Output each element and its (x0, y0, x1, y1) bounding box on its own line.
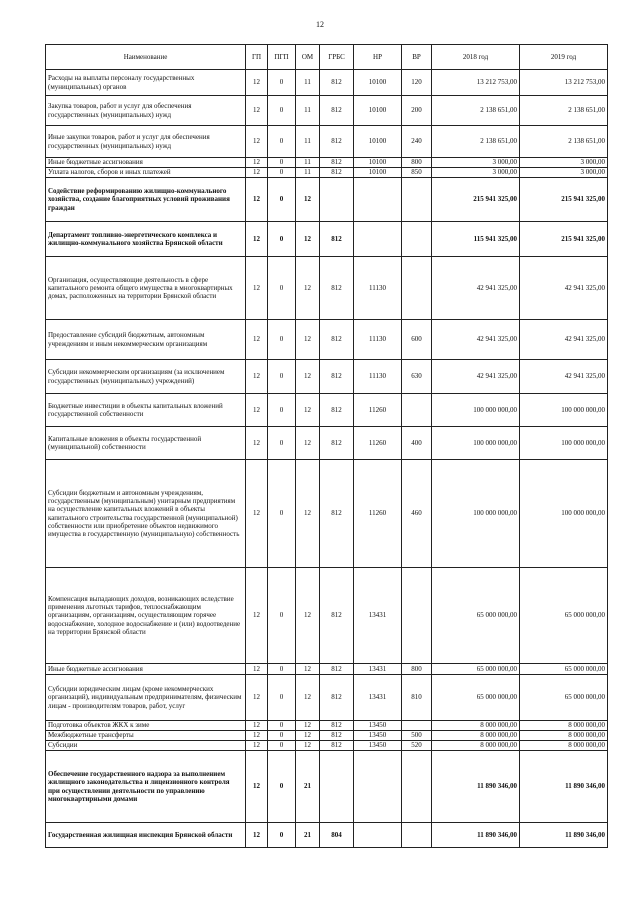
cell-name: Компенсация выпадающих доходов, возникающих вследствие применения льготных тарифов, теплоснабжающим организациям, организациям, осуществляющим горячее водоснабжение, холодное водоснабжение и (или) водоотведение на территории Брянской области (46, 568, 246, 664)
cell-name: Бюджетные инвестиции в объекты капитальных вложений государственной собственности (46, 394, 246, 427)
cell-gp: 12 (246, 257, 268, 320)
cell-np: 10100 (354, 96, 402, 126)
cell-vr: 200 (402, 96, 432, 126)
cell-name: Закупка товаров, работ и услуг для обеспечения государственных (муниципальных) нужд (46, 96, 246, 126)
cell-vr: 120 (402, 70, 432, 96)
table-row (46, 96, 608, 126)
table-row (46, 721, 608, 731)
cell-gp: 12 (246, 360, 268, 394)
cell-grbs: 812 (320, 460, 354, 568)
cell-2019: 65 000 000,00 (520, 675, 608, 721)
cell-name: Содействие реформированию жилищно-коммунального хозяйства, создание благоприятных условий проживания граждан (46, 178, 246, 222)
cell-vr: 800 (402, 664, 432, 675)
table-row (46, 394, 608, 427)
cell-np: 13450 (354, 721, 402, 731)
cell-np: 11130 (354, 320, 402, 360)
cell-np (354, 823, 402, 848)
cell-np (354, 222, 402, 257)
cell-vr: 800 (402, 158, 432, 168)
cell-np: 10100 (354, 126, 402, 158)
table-row (46, 751, 608, 823)
table-row (46, 460, 608, 568)
cell-name: Государственная жилищная инспекция Брянской области (46, 823, 246, 848)
cell-om: 12 (296, 222, 320, 257)
cell-2018: 11 890 346,00 (432, 823, 520, 848)
cell-gp: 12 (246, 126, 268, 158)
cell-2018: 215 941 325,00 (432, 178, 520, 222)
cell-gp: 12 (246, 664, 268, 675)
header-vr: ВР (402, 45, 432, 70)
cell-grbs: 812 (320, 360, 354, 394)
table-row (46, 731, 608, 741)
cell-vr: 630 (402, 360, 432, 394)
cell-2019: 215 941 325,00 (520, 222, 608, 257)
cell-pgp: 0 (268, 394, 296, 427)
cell-2019: 8 000 000,00 (520, 721, 608, 731)
cell-om: 11 (296, 126, 320, 158)
cell-gp: 12 (246, 721, 268, 731)
cell-name: Предоставление субсидий бюджетным, автономным учреждениям и иным некоммерческим организациям (46, 320, 246, 360)
cell-2019: 3 000,00 (520, 158, 608, 168)
cell-name: Субсидии юридическим лицам (кроме некоммерческих организаций), индивидуальным предпринимателям, физическим лицам - производителям товаров, работ, услуг (46, 675, 246, 721)
cell-om: 11 (296, 70, 320, 96)
cell-np (354, 178, 402, 222)
cell-gp: 12 (246, 427, 268, 460)
cell-pgp: 0 (268, 823, 296, 848)
cell-gp: 12 (246, 168, 268, 178)
cell-om: 12 (296, 257, 320, 320)
cell-grbs: 804 (320, 823, 354, 848)
table-row (46, 257, 608, 320)
cell-name: Организация, осуществляющие деятельность в сфере капитального ремонта общего имущества в многоквартирных домах, расположенных на территории Брянской области (46, 257, 246, 320)
cell-grbs: 812 (320, 675, 354, 721)
header-name: Наименование (46, 45, 246, 70)
cell-np: 13450 (354, 741, 402, 751)
cell-name: Уплата налогов, сборов и иных платежей (46, 168, 246, 178)
cell-2018: 115 941 325,00 (432, 222, 520, 257)
cell-2018: 100 000 000,00 (432, 460, 520, 568)
cell-vr: 460 (402, 460, 432, 568)
table-row (46, 823, 608, 848)
cell-grbs (320, 751, 354, 823)
cell-om: 12 (296, 721, 320, 731)
cell-2019: 65 000 000,00 (520, 568, 608, 664)
table-row (46, 427, 608, 460)
cell-grbs: 812 (320, 222, 354, 257)
cell-om: 11 (296, 158, 320, 168)
table-row (46, 70, 608, 96)
cell-np: 11130 (354, 360, 402, 394)
cell-np: 13431 (354, 568, 402, 664)
table-row (46, 168, 608, 178)
cell-2019: 11 890 346,00 (520, 751, 608, 823)
cell-om: 12 (296, 460, 320, 568)
cell-gp: 12 (246, 731, 268, 741)
cell-2018: 3 000,00 (432, 158, 520, 168)
cell-2019: 2 138 651,00 (520, 96, 608, 126)
cell-name: Субсидии некоммерческим организациям (за исключением государственных (муниципальных) учреждений) (46, 360, 246, 394)
cell-vr: 400 (402, 427, 432, 460)
cell-pgp: 0 (268, 664, 296, 675)
cell-2018: 2 138 651,00 (432, 126, 520, 158)
cell-name: Расходы на выплаты персоналу государственных (муниципальных) органов (46, 70, 246, 96)
cell-vr: 600 (402, 320, 432, 360)
cell-vr (402, 178, 432, 222)
cell-name: Иные закупки товаров, работ и услуг для обеспечения государственных (муниципальных) нужд (46, 126, 246, 158)
cell-vr (402, 222, 432, 257)
cell-2019: 65 000 000,00 (520, 664, 608, 675)
cell-np: 10100 (354, 70, 402, 96)
cell-pgp: 0 (268, 222, 296, 257)
cell-name: Субсидии бюджетным и автономным учреждениям, государственным (муниципальным) унитарным предприятиям на осуществление капитальных вложений в объекты капитального строительства государственной (муниципальной) собственности или приобретение объектов недвижимого имущества в государственную (муниципальную) собственность (46, 460, 246, 568)
cell-name: Межбюджетные трансферты (46, 731, 246, 741)
table-row (46, 568, 608, 664)
cell-pgp: 0 (268, 460, 296, 568)
cell-name: Иные бюджетные ассигнования (46, 664, 246, 675)
table-row (46, 320, 608, 360)
cell-grbs: 812 (320, 664, 354, 675)
cell-gp: 12 (246, 158, 268, 168)
cell-pgp: 0 (268, 96, 296, 126)
cell-2019: 100 000 000,00 (520, 427, 608, 460)
cell-pgp: 0 (268, 168, 296, 178)
cell-gp: 12 (246, 222, 268, 257)
cell-2019: 2 138 651,00 (520, 126, 608, 158)
cell-2018: 100 000 000,00 (432, 427, 520, 460)
cell-np: 13431 (354, 664, 402, 675)
cell-om: 12 (296, 427, 320, 460)
cell-2018: 65 000 000,00 (432, 675, 520, 721)
cell-om: 12 (296, 568, 320, 664)
table-header-row (46, 45, 608, 70)
cell-pgp: 0 (268, 675, 296, 721)
cell-pgp: 0 (268, 427, 296, 460)
cell-2018: 8 000 000,00 (432, 741, 520, 751)
cell-om: 12 (296, 664, 320, 675)
cell-vr: 500 (402, 731, 432, 741)
header-om: ОМ (296, 45, 320, 70)
cell-grbs: 812 (320, 126, 354, 158)
cell-2018: 65 000 000,00 (432, 664, 520, 675)
cell-pgp: 0 (268, 158, 296, 168)
cell-2019: 8 000 000,00 (520, 731, 608, 741)
cell-pgp: 0 (268, 568, 296, 664)
cell-name: Департамент топливно-энергетического комплекса и жилищно-коммунального хозяйства Брянской области (46, 222, 246, 257)
cell-2018: 2 138 651,00 (432, 96, 520, 126)
cell-pgp: 0 (268, 126, 296, 158)
cell-pgp: 0 (268, 731, 296, 741)
cell-vr: 240 (402, 126, 432, 158)
cell-gp: 12 (246, 460, 268, 568)
cell-om: 12 (296, 320, 320, 360)
cell-grbs: 812 (320, 168, 354, 178)
budget-table (45, 44, 608, 848)
cell-2018: 42 941 325,00 (432, 360, 520, 394)
cell-np: 11260 (354, 460, 402, 568)
cell-name: Обеспечение государственного надзора за выполнением жилищного законодательства и лицензионного контроля при осуществлении деятельности по управлению многоквартирными домами (46, 751, 246, 823)
table-row (46, 675, 608, 721)
cell-gp: 12 (246, 178, 268, 222)
header-2018: 2018 год (432, 45, 520, 70)
cell-vr (402, 394, 432, 427)
cell-2019: 11 890 346,00 (520, 823, 608, 848)
table-row (46, 360, 608, 394)
cell-gp: 12 (246, 568, 268, 664)
cell-2018: 3 000,00 (432, 168, 520, 178)
header-2019: 2019 год (520, 45, 608, 70)
cell-gp: 12 (246, 751, 268, 823)
cell-om: 11 (296, 168, 320, 178)
cell-vr (402, 721, 432, 731)
cell-om: 12 (296, 741, 320, 751)
cell-np: 10100 (354, 158, 402, 168)
cell-vr (402, 823, 432, 848)
cell-vr: 520 (402, 741, 432, 751)
cell-name: Подготовка объектов ЖКХ к зиме (46, 721, 246, 731)
cell-2018: 100 000 000,00 (432, 394, 520, 427)
cell-grbs: 812 (320, 70, 354, 96)
cell-om: 12 (296, 394, 320, 427)
cell-pgp: 0 (268, 70, 296, 96)
cell-grbs: 812 (320, 741, 354, 751)
cell-grbs: 812 (320, 568, 354, 664)
cell-gp: 12 (246, 96, 268, 126)
table-row (46, 178, 608, 222)
table-row (46, 741, 608, 751)
cell-2019: 42 941 325,00 (520, 257, 608, 320)
cell-vr (402, 568, 432, 664)
cell-pgp: 0 (268, 178, 296, 222)
cell-gp: 12 (246, 741, 268, 751)
cell-2018: 65 000 000,00 (432, 568, 520, 664)
cell-np: 11130 (354, 257, 402, 320)
cell-2019: 100 000 000,00 (520, 460, 608, 568)
table-row (46, 664, 608, 675)
cell-2019: 215 941 325,00 (520, 178, 608, 222)
cell-pgp: 0 (268, 721, 296, 731)
cell-gp: 12 (246, 823, 268, 848)
cell-grbs: 812 (320, 427, 354, 460)
cell-gp: 12 (246, 394, 268, 427)
cell-2019: 3 000,00 (520, 168, 608, 178)
page-number: 12 (316, 20, 324, 29)
cell-om: 21 (296, 751, 320, 823)
cell-om: 12 (296, 675, 320, 721)
table-row (46, 126, 608, 158)
cell-gp: 12 (246, 70, 268, 96)
cell-vr (402, 751, 432, 823)
cell-2019: 13 212 753,00 (520, 70, 608, 96)
cell-2019: 42 941 325,00 (520, 320, 608, 360)
cell-grbs: 812 (320, 96, 354, 126)
header-pgp: ПГП (268, 45, 296, 70)
cell-np: 10100 (354, 168, 402, 178)
cell-vr: 850 (402, 168, 432, 178)
header-gp: ГП (246, 45, 268, 70)
cell-vr (402, 257, 432, 320)
cell-2019: 42 941 325,00 (520, 360, 608, 394)
cell-gp: 12 (246, 675, 268, 721)
header-np: НР (354, 45, 402, 70)
cell-pgp: 0 (268, 320, 296, 360)
cell-pgp: 0 (268, 751, 296, 823)
cell-grbs: 812 (320, 731, 354, 741)
cell-2018: 13 212 753,00 (432, 70, 520, 96)
cell-np: 13431 (354, 675, 402, 721)
cell-2019: 8 000 000,00 (520, 741, 608, 751)
cell-vr: 810 (402, 675, 432, 721)
cell-pgp: 0 (268, 741, 296, 751)
cell-2018: 11 890 346,00 (432, 751, 520, 823)
cell-grbs: 812 (320, 257, 354, 320)
cell-name: Иные бюджетные ассигнования (46, 158, 246, 168)
cell-grbs: 812 (320, 721, 354, 731)
cell-grbs (320, 178, 354, 222)
table-row (46, 158, 608, 168)
cell-np: 11260 (354, 394, 402, 427)
table-row (46, 222, 608, 257)
cell-name: Капитальные вложения в объекты государственной (муниципальной) собственности (46, 427, 246, 460)
cell-om: 11 (296, 96, 320, 126)
cell-om: 12 (296, 178, 320, 222)
cell-np: 11260 (354, 427, 402, 460)
cell-grbs: 812 (320, 158, 354, 168)
cell-pgp: 0 (268, 257, 296, 320)
cell-2018: 42 941 325,00 (432, 257, 520, 320)
cell-2018: 42 941 325,00 (432, 320, 520, 360)
cell-grbs: 812 (320, 320, 354, 360)
cell-grbs: 812 (320, 394, 354, 427)
cell-2018: 8 000 000,00 (432, 731, 520, 741)
header-grbs: ГРБС (320, 45, 354, 70)
cell-name: Субсидии (46, 741, 246, 751)
cell-om: 21 (296, 823, 320, 848)
cell-np: 13450 (354, 731, 402, 741)
cell-pgp: 0 (268, 360, 296, 394)
cell-gp: 12 (246, 320, 268, 360)
cell-np (354, 751, 402, 823)
cell-2019: 100 000 000,00 (520, 394, 608, 427)
cell-om: 12 (296, 731, 320, 741)
cell-om: 12 (296, 360, 320, 394)
cell-2018: 8 000 000,00 (432, 721, 520, 731)
